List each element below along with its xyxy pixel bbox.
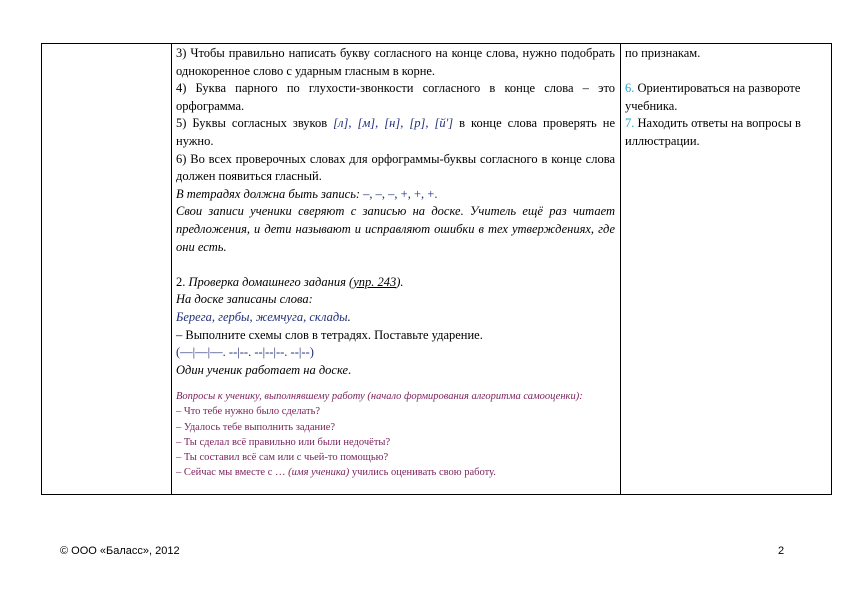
self-assessment-intro: Вопросы к ученику, выполнявшему работу (начало формирования алгоритма самооценки):: [176, 391, 583, 403]
lesson-table: [41, 43, 832, 495]
column-divider-right: [620, 44, 621, 494]
compare-instructions: Свои записи ученики сверяют с записью на доске. Учитель ещё раз читает предложения, и дети называют и исправляют ошибки в тех утверждениях, где они есть.: [176, 204, 615, 254]
column-divider-left: [171, 44, 172, 494]
answer-marks: –, –, –, +, +, +.: [363, 186, 438, 201]
copyright-footer: © ООО «Баласс», 2012: [60, 545, 180, 557]
question-4: – Ты составил всё сам или с чьей-то помощью?: [176, 452, 389, 464]
homework-check-heading: 2. Проверка домашнего задания (упр. 243).: [176, 274, 404, 289]
outcome-6: 6. Ориентироваться на развороте учебника.: [625, 81, 801, 113]
question-1: – Что тебе нужно было сделать?: [176, 406, 321, 418]
teacher-activity-column: [176, 45, 615, 481]
statement-6: 6) Во всех проверочных словах для орфограммы-буквы согласного в конце слова должен появиться гласный.: [176, 151, 615, 184]
word-schemes: (—|—|—. --|--. --|--|--. --|--): [176, 345, 314, 360]
exercise-reference: упр. 243: [353, 274, 397, 289]
statement-4: 4) Буква парного по глухости-звонкости согласного в конце слова – это орфограмма.: [176, 81, 615, 113]
outcome-continuation: по признакам.: [625, 46, 701, 60]
board-student-note: Один ученик работает на доске.: [176, 362, 352, 377]
scheme-task: – Выполните схемы слов в тетрадях. Поставьте ударение.: [176, 327, 483, 342]
question-5: – Сейчас мы вместе с … (имя ученика) учились оценивать свою работу.: [176, 467, 496, 479]
notebook-record: В тетрадях должна быть запись: –, –, –, +, +, +.: [176, 186, 438, 201]
outcome-7: 7. Находить ответы на вопросы в иллюстрации.: [625, 116, 801, 148]
consonant-sounds: [л], [м], [н], [р], [й']: [333, 116, 454, 131]
board-words: Берега, гербы, жемчуга, склады.: [176, 309, 351, 324]
question-3: – Ты сделал всё правильно или были недочёты?: [176, 436, 391, 448]
board-words-label: На доске записаны слова:: [176, 292, 313, 307]
statement-5: 5) Буквы согласных звуков [л], [м], [н], [р], [й'] в конце слова проверять не нужно.: [176, 116, 615, 148]
learning-outcomes-column: [625, 45, 825, 151]
page-number: 2: [778, 545, 785, 557]
question-2: – Удалось тебе выполнить задание?: [176, 421, 336, 433]
statement-3: 3) Чтобы правильно написать букву согласного на конце слова, нужно подобрать однокоренное слово с ударным гласным в корне.: [176, 46, 615, 78]
